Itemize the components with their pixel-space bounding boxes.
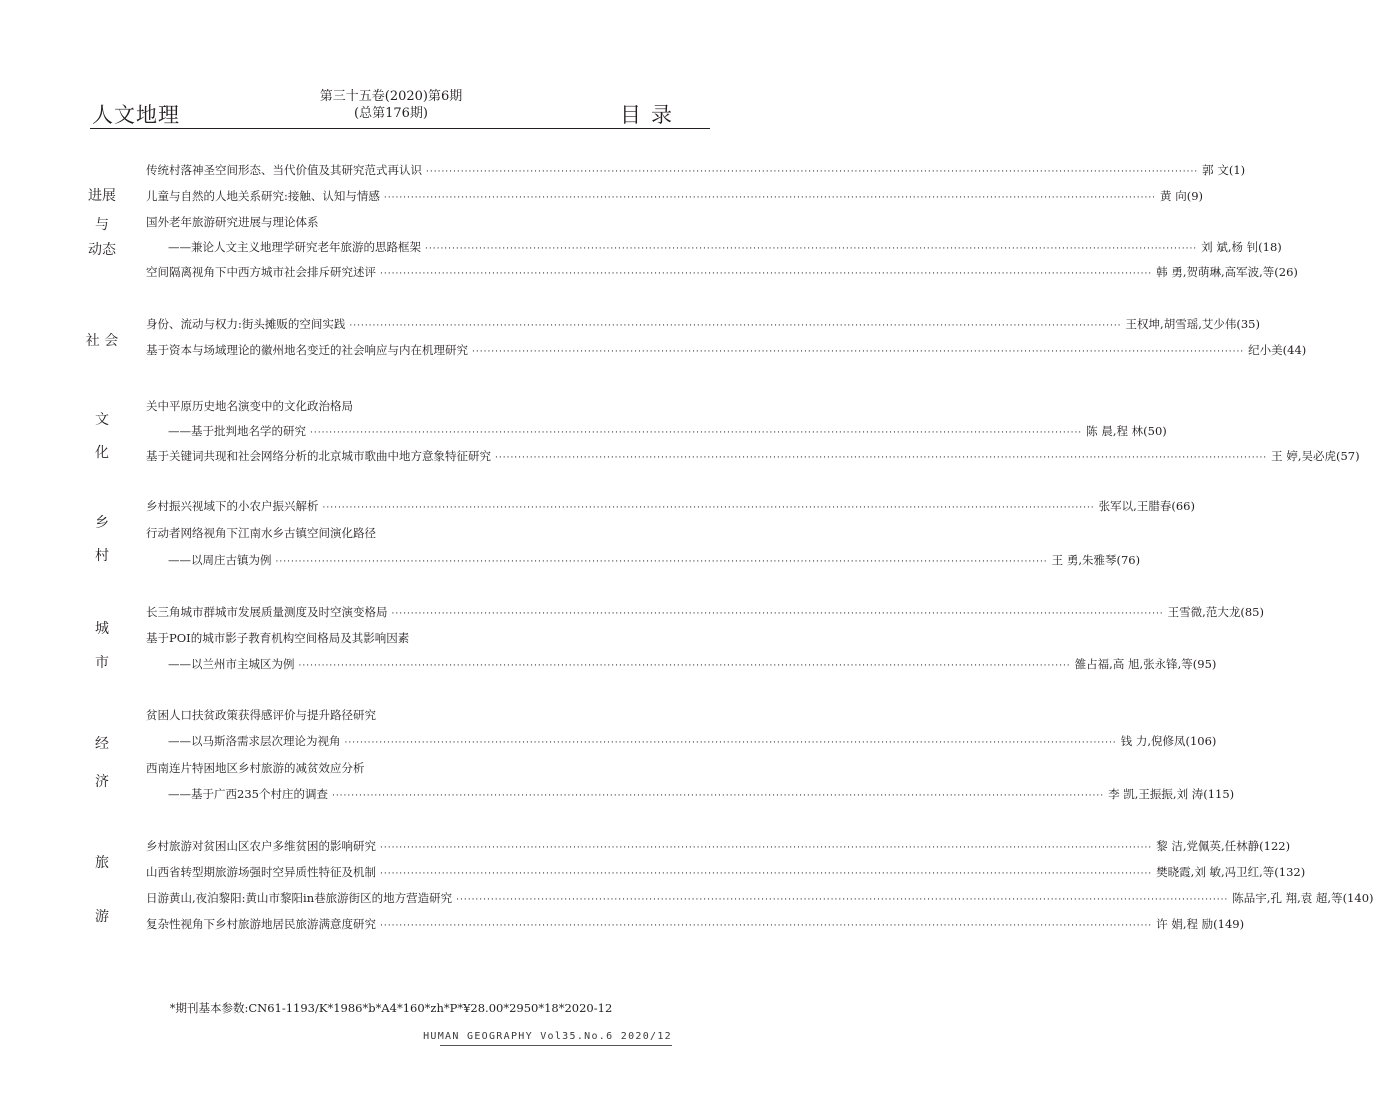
leader-dots: ········································································································································································································ [380, 269, 1153, 279]
section-label: 济 [95, 774, 109, 790]
article-authors-page: 陈 晨,程 林(50) [1086, 424, 1167, 438]
leader-dots: ········································································································································································································ [344, 738, 1117, 748]
section-label: 经 [95, 736, 109, 752]
article-title: 山西省转型期旅游场强时空异质性特征及机制 [146, 865, 376, 879]
article-title: 身份、流动与权力:街头摊贩的空间实践 [146, 317, 346, 331]
article-authors-page: 纪小美(44) [1248, 343, 1307, 357]
article-authors-page: 樊晓霞,刘 敏,冯卫红,等(132) [1156, 865, 1306, 879]
leader-dots: ········································································································································································································ [383, 193, 1157, 203]
article-title: 乡村振兴视域下的小农户振兴解析 [146, 499, 319, 513]
article-authors-page: 黎 洁,党佩英,任林静(122) [1156, 839, 1291, 853]
toc-entry[interactable] [168, 552, 1141, 568]
article-title: ——以周庄古镇为例 [168, 553, 272, 567]
toc-entry[interactable] [146, 916, 1245, 932]
journal-title: 人文地理 [92, 103, 180, 127]
article-title: 日游黄山,夜泊黎阳:黄山市黎阳in巷旅游街区的地方营造研究 [146, 891, 453, 905]
section-label: 城 [95, 621, 109, 637]
section-label: 化 [95, 445, 109, 461]
article-authors-page: 韩 勇,贺萌琳,高军波,等(26) [1156, 265, 1298, 279]
toc-entry[interactable] [146, 498, 1195, 514]
article-title: 空间隔离视角下中西方城市社会排斥研究述评 [146, 265, 376, 279]
footer-citation: HUMAN GEOGRAPHY Vol35.No.6 2020/12 [423, 1031, 672, 1042]
toc-entry[interactable] [168, 733, 1217, 749]
section-label: 乡 [95, 515, 109, 531]
leader-dots: ········································································································································································································ [310, 428, 1083, 438]
toc-entry[interactable] [146, 838, 1291, 854]
leader-dots: ········································································································································································································ [275, 557, 1048, 567]
toc-entry[interactable] [146, 448, 1360, 464]
leader-dots: ········································································································································································································ [331, 791, 1105, 801]
toc-entry[interactable] [146, 342, 1307, 358]
section-label: 动态 [88, 242, 116, 258]
header-rule [90, 128, 710, 129]
toc-entry[interactable] [146, 604, 1264, 620]
article-title: 关中平原历史地名演变中的文化政治格局 [146, 399, 353, 413]
section-label: 进展 [88, 188, 116, 204]
article-title: 乡村旅游对贫困山区农户多维贫困的影响研究 [146, 839, 376, 853]
toc-entry[interactable] [146, 525, 709, 541]
toc-entry[interactable] [168, 786, 1235, 802]
article-title: 长三角城市群城市发展质量测度及时空演变格局 [146, 605, 388, 619]
toc-entry[interactable] [146, 864, 1306, 880]
article-authors-page: 王 勇,朱雅琴(76) [1051, 553, 1141, 567]
article-authors-page: 黄 向(9) [1160, 189, 1203, 203]
article-authors-page: 刘 斌,杨 钊(18) [1201, 240, 1282, 254]
article-title: ——以兰州市主城区为例 [168, 657, 295, 671]
article-title: 西南连片特困地区乡村旅游的减贫效应分析 [146, 761, 365, 775]
article-title: 复杂性视角下乡村旅游地居民旅游满意度研究 [146, 917, 376, 931]
toc-entry[interactable] [146, 630, 709, 646]
article-title: 基于POI的城市影子教育机构空间格局及其影响因素 [146, 631, 410, 645]
article-title: 贫困人口扶贫政策获得感评价与提升路径研究 [146, 708, 376, 722]
toc-entry[interactable] [146, 707, 709, 723]
toc-entry[interactable] [168, 239, 1282, 255]
article-title: ——兼论人文主义地理学研究老年旅游的思路框架 [168, 240, 421, 254]
article-title: ——基于广西235个村庄的调查 [168, 787, 328, 801]
article-title: 基于资本与场域理论的徽州地名变迁的社会响应与内在机理研究 [146, 343, 468, 357]
toc-heading: 目录 [620, 103, 682, 127]
article-authors-page: 钱 力,倪修凤(106) [1120, 734, 1217, 748]
article-title: 传统村落神圣空间形态、当代价值及其研究范式再认识 [146, 163, 422, 177]
article-authors-page: 许 娟,程 励(149) [1156, 917, 1245, 931]
article-authors-page: 王 婷,吴必虎(57) [1271, 449, 1360, 463]
section-label: 游 [95, 909, 109, 925]
toc-entry[interactable] [146, 162, 1246, 178]
article-authors-page: 郭 文(1) [1202, 163, 1246, 177]
section-label: 与 [95, 217, 109, 233]
toc-entry[interactable] [146, 214, 709, 230]
article-title: ——基于批判地名学的研究 [168, 424, 306, 438]
article-title: 基于关键词共现和社会网络分析的北京城市歌曲中地方意象特征研究 [146, 449, 491, 463]
article-authors-page: 张军以,王腊春(66) [1098, 499, 1195, 513]
issue-total: (总第176期) [354, 106, 428, 121]
toc-entry[interactable] [146, 188, 1203, 204]
article-authors-page: 王雪微,范大龙(85) [1167, 605, 1264, 619]
toc-entry[interactable] [146, 890, 1374, 906]
toc-entry[interactable] [146, 398, 709, 414]
leader-dots: ········································································································································································································ [349, 321, 1122, 331]
section-label: 市 [95, 655, 109, 671]
toc-entry[interactable] [168, 423, 1167, 439]
leader-dots: ········································································································································································································ [425, 244, 1198, 254]
journal-parameters: *期刊基本参数:CN61-1193/K*1986*b*A4*160*zh*P*¥28.00*2950*18*2020-12 [169, 1001, 613, 1015]
article-authors-page: 雒占福,高 旭,张永锋,等(95) [1074, 657, 1217, 671]
leader-dots: ········································································································································································································ [391, 609, 1164, 619]
toc-entry[interactable] [168, 656, 1217, 672]
leader-dots: ········································································································································································································ [298, 661, 1071, 671]
footer-rule [440, 1045, 672, 1046]
article-title: 行动者网络视角下江南水乡古镇空间演化路径 [146, 526, 376, 540]
issue-volume: 第三十五卷(2020)第6期 [319, 89, 463, 104]
section-label: 旅 [95, 855, 109, 871]
toc-entry[interactable] [146, 760, 709, 776]
article-title: 儿童与自然的人地关系研究:接触、认知与情感 [146, 189, 380, 203]
article-title: 国外老年旅游研究进展与理论体系 [146, 215, 319, 229]
article-authors-page: 王权坤,胡雪瑶,艾少伟(35) [1125, 317, 1260, 331]
toc-entry[interactable] [146, 264, 1298, 280]
leader-dots: ········································································································································································································ [495, 453, 1268, 463]
section-label: 社 会 [85, 333, 119, 349]
leader-dots: ········································································································································································································ [456, 895, 1229, 905]
leader-dots: ········································································································································································································ [380, 843, 1153, 853]
leader-dots: ········································································································································································································ [472, 347, 1245, 357]
toc-entry[interactable] [146, 316, 1260, 332]
leader-dots: ········································································································································································································ [322, 503, 1095, 513]
leader-dots: ········································································································································································································ [380, 921, 1153, 931]
article-authors-page: 李 凯,王振振,刘 涛(115) [1108, 787, 1235, 801]
article-authors-page: 陈品宇,孔 翔,袁 超,等(140) [1232, 891, 1374, 905]
leader-dots: ········································································································································································································ [380, 869, 1153, 879]
leader-dots: ········································································································································································································ [426, 167, 1199, 177]
section-label: 村 [95, 548, 109, 564]
article-title: ——以马斯洛需求层次理论为视角 [168, 734, 341, 748]
section-label: 文 [95, 412, 109, 428]
